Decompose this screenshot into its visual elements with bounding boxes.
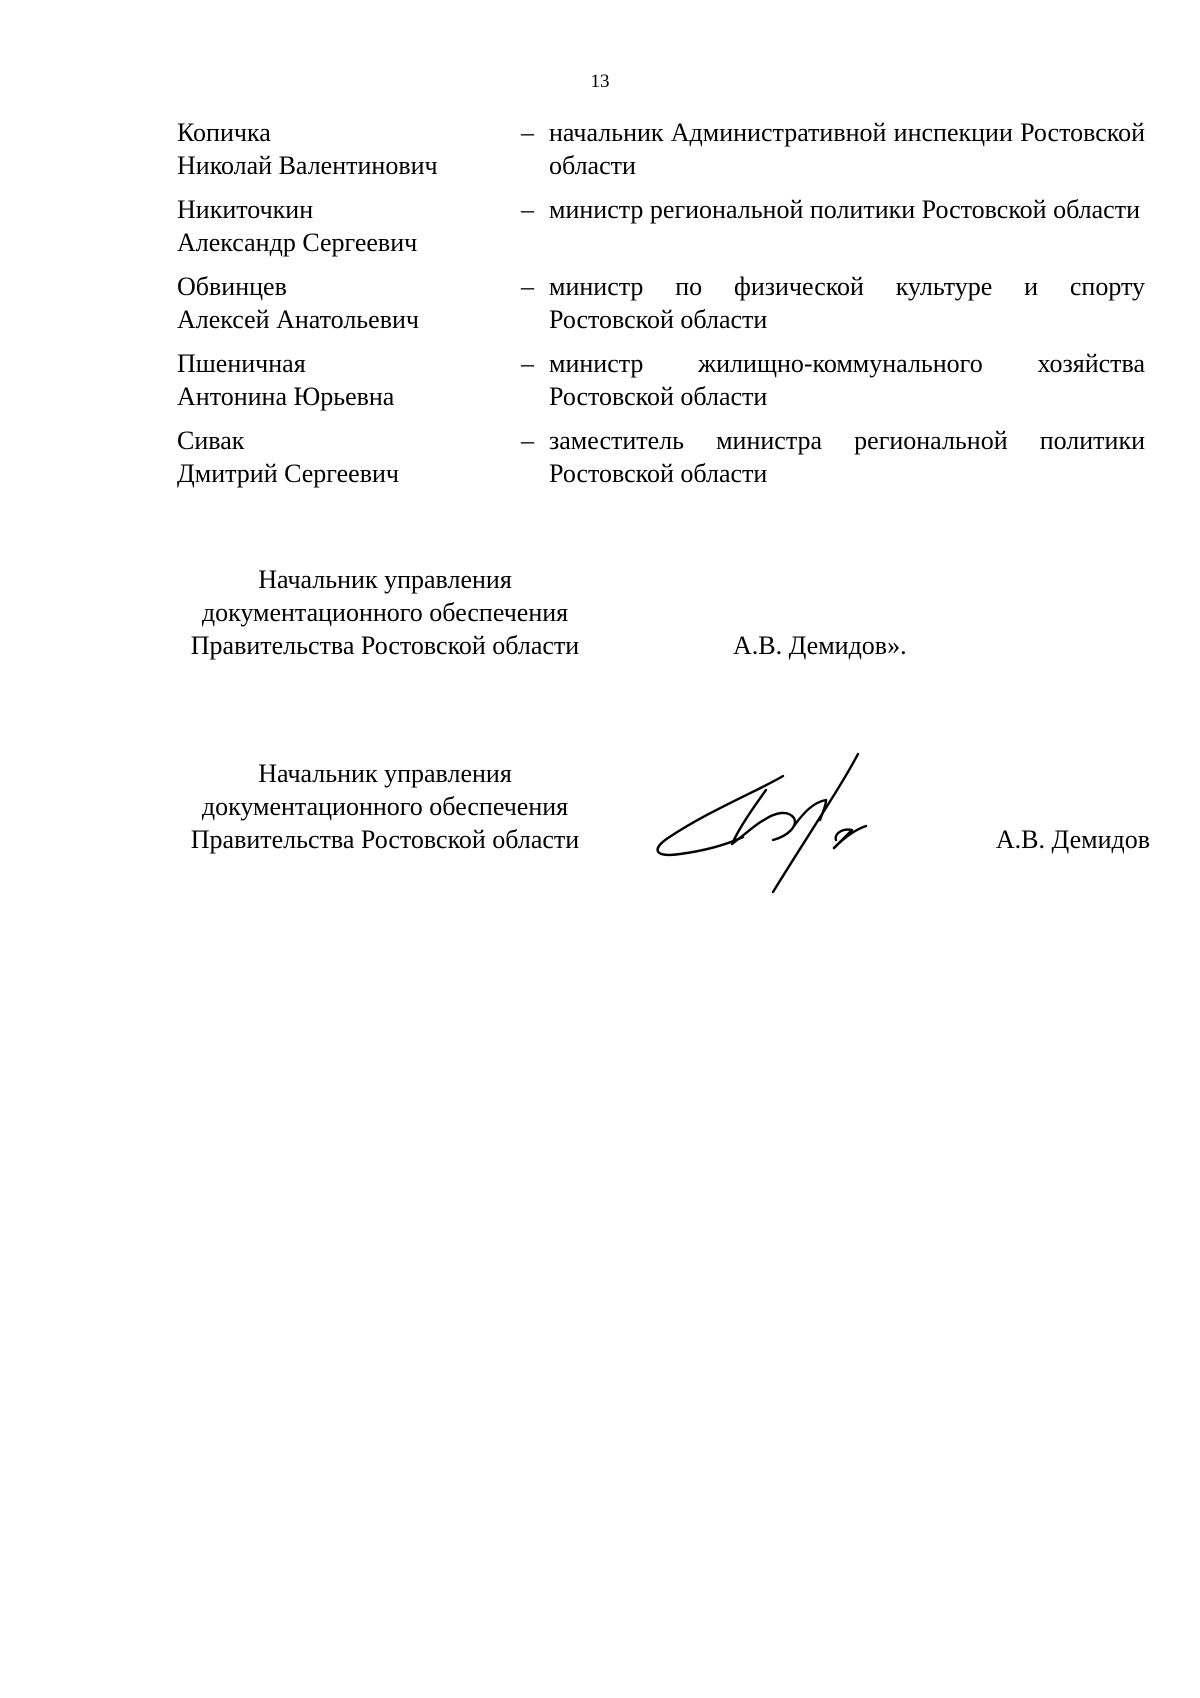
member-row [177,193,1145,259]
signatory-title-line: Правительства Ростовской области [190,631,580,660]
signature-stroke [773,754,858,892]
signatory-title-line: Правительства Ростовской области [190,825,580,854]
member-row [177,116,1145,182]
member-name [177,424,521,490]
signatory-name: А.В. Демидов». [733,631,907,660]
member-surname: Обвинцев [177,272,287,301]
signatory-title-line: документационного обеспечения [201,792,569,821]
member-name [177,116,521,182]
signatory-title-line: документационного обеспечения [201,598,569,627]
signature-stroke [794,800,826,826]
member-name [177,347,521,413]
page-number: 13 [590,71,610,92]
member-given-names: Дмитрий Сергеевич [177,459,399,488]
member-dash: – [521,349,534,378]
member-position: заместитель министра региональной политики Ростовской области [549,426,1145,488]
member-position: министр региональной политики Ростовской области [549,195,1140,224]
member-row [177,424,1145,490]
signature-stroke [658,776,783,855]
signatory-title-line: Начальник управления [258,565,512,594]
member-row [177,347,1145,413]
member-surname: Никиточкин [177,195,314,224]
member-surname: Пшеничная [177,349,306,378]
member-given-names: Николай Валентинович [177,151,438,180]
member-dash: – [521,426,534,455]
signatory-name: А.В. Демидов [995,825,1150,854]
member-given-names: Антонина Юрьевна [177,382,395,411]
signatory-title [170,563,600,662]
member-given-names: Александр Сергеевич [177,228,418,257]
member-surname: Копичка [177,118,271,147]
member-position: министр жилищно-коммунального хозяйства Ростовской области [549,349,1145,411]
member-name [177,270,521,336]
member-row [177,270,1145,336]
signatory-title [170,757,600,856]
signatory-title-line: Начальник управления [258,759,512,788]
member-name [177,193,521,259]
members-list [177,116,1145,501]
member-surname: Сивак [177,426,245,455]
member-given-names: Алексей Анатольевич [177,305,419,334]
member-position: начальник Административной инспекции Ростовской области [549,118,1145,180]
member-dash: – [521,195,534,224]
closing-signature-block [170,563,1150,662]
handwritten-signature [648,740,948,910]
member-position: министр по физической культуре и спорту Ростовской области [549,272,1145,334]
member-dash: – [521,272,534,301]
member-dash: – [521,118,534,147]
